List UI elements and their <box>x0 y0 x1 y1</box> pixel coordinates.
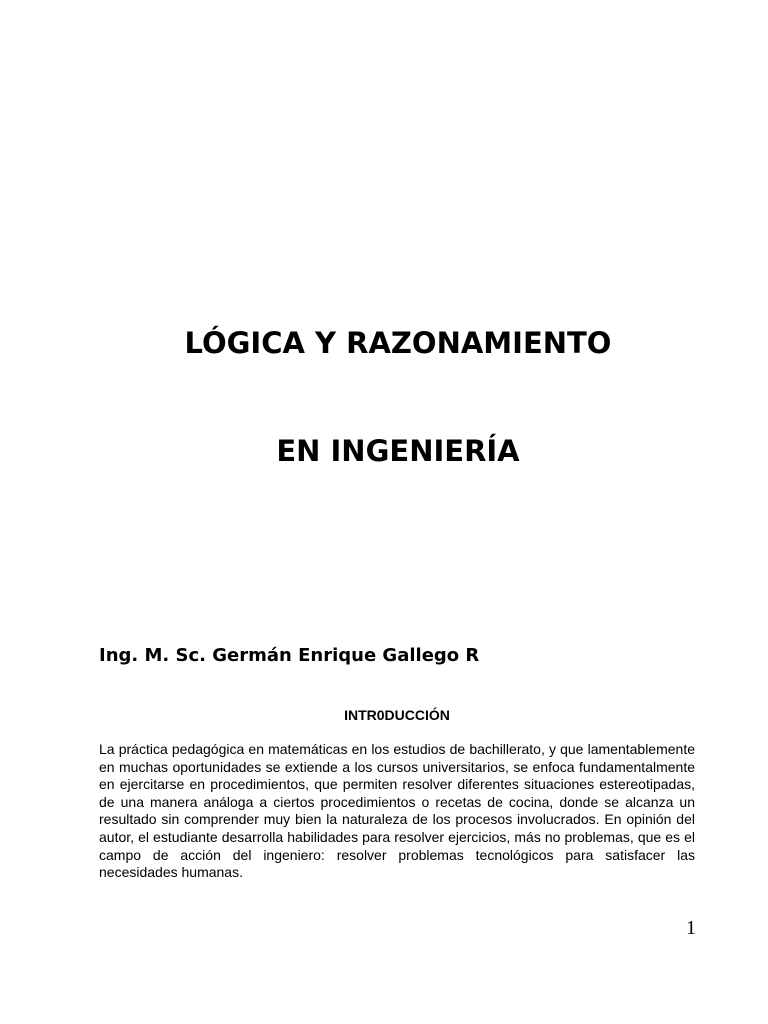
author-name: Ing. M. Sc. Germán Enrique Gallego R <box>99 645 480 666</box>
document-title-line-1: LÓGICA Y RAZONAMIENTO <box>184 326 612 360</box>
document-title-line-2: EN INGENIERÍA <box>276 434 520 468</box>
page-number: 1 <box>686 917 696 939</box>
section-heading-introduction: INTR0DUCCIÓN <box>344 707 450 723</box>
intro-paragraph: La práctica pedagógica en matemáticas en los estudios de bachillerato, y que lamentablemente en muchas oportunidades se extiende a los cursos universitarios, se enfoca fundamentalmente en ejercitarse en procedimientos, que permiten resolver diferentes situaciones estereotipadas, de una manera análoga a ciertos procedimientos o recetas de cocina, donde se alcanza un resultado sin comprender muy bien la naturaleza de los procesos involucrados. En opinión del autor, el estudiante desarrolla habilidades para resolver ejercicios, más no problemas, que es el campo de acción del ingeniero: resolver problemas tecnológicos para satisfacer las necesidades humanas. <box>99 741 695 881</box>
